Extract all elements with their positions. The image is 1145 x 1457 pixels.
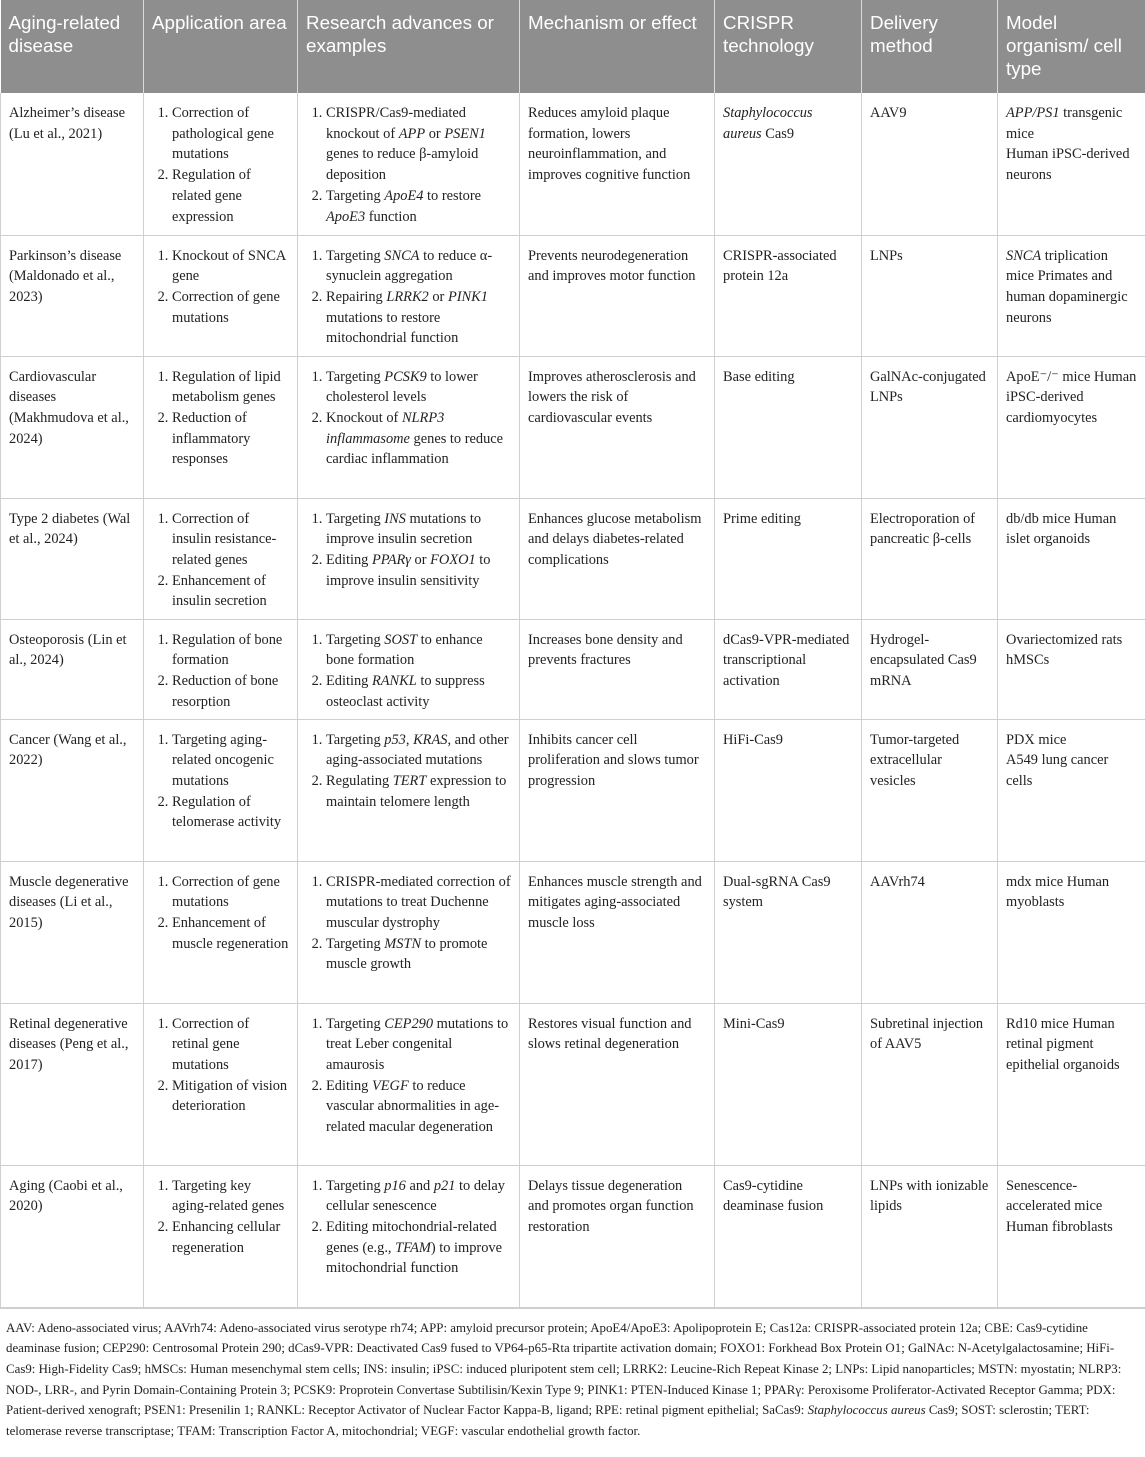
cell-delivery-method: Electroporation of pancreatic β-cells (862, 498, 998, 619)
cell-disease: Alzheimer’s disease (Lu et al., 2021) (1, 93, 144, 235)
model-line: Human iPSC-derived neurons (1006, 146, 1130, 184)
cell-delivery-method: GalNAc-conjugated LNPs (862, 356, 998, 498)
research-advance-item: 1. Targeting p16 and p21 to delay cellular senescence (326, 1176, 511, 1217)
header-mechanism: Mechanism or effect (520, 0, 715, 93)
application-area-item: 1. Regulation of lipid metabolism genes (172, 367, 289, 408)
application-area-item: 1. Correction of gene mutations (172, 872, 289, 913)
cell-application-area (144, 619, 298, 719)
cell-mechanism: Improves atherosclerosis and lowers the risk of cardiovascular events (520, 356, 715, 498)
cell-crispr-technology: Dual-sgRNA Cas9 system (715, 861, 862, 1003)
cell-crispr-technology: Prime editing (715, 498, 862, 619)
cell-mechanism: Enhances glucose metabolism and delays diabetes-related complications (520, 498, 715, 619)
research-advance-item: 1. CRISPR/Cas9-mediated knockout of APP or PSEN1 genes to reduce β-amyloid deposition (326, 103, 511, 186)
table-row (1, 719, 1145, 861)
application-area-item: 2. Enhancement of insulin secretion (172, 571, 289, 612)
header-model-organism: Model organism/ cell type (998, 0, 1145, 93)
application-area-item: 1. Knockout of SNCA gene (172, 246, 289, 287)
application-area-list (152, 367, 289, 471)
model-line: Senescence-accelerated mice Human fibroblasts (1006, 1177, 1113, 1235)
cell-model-organism (998, 498, 1145, 619)
model-line: A549 lung cancer cells (1006, 752, 1109, 789)
application-area-item: 2. Regulation of related gene expression (172, 165, 289, 227)
cell-model-organism (998, 1165, 1145, 1307)
application-area-item: 2. Enhancing cellular regeneration (172, 1217, 289, 1258)
cell-model-organism (998, 235, 1145, 356)
cell-delivery-method: AAVrh74 (862, 861, 998, 1003)
cell-application-area (144, 498, 298, 619)
table-row (1, 498, 1145, 619)
model-line: ApoE⁻/⁻ mice Human iPSC-derived cardiomyocytes (1006, 368, 1137, 426)
model-line: PDX mice (1006, 731, 1067, 748)
cell-disease: Muscle degenerative diseases (Li et al., 2015) (1, 861, 144, 1003)
cell-disease: Cardiovascular diseases (Makhmudova et al., 2024) (1, 356, 144, 498)
cell-model-organism (998, 93, 1145, 235)
research-advance-item: 1. Targeting p53, KRAS, and other aging-associated mutations (326, 730, 511, 771)
cell-delivery-method: Subretinal injection of AAV5 (862, 1003, 998, 1165)
research-advance-item: 1. Targeting CEP290 mutations to treat Leber congenital amaurosis (326, 1014, 511, 1076)
cell-disease: Type 2 diabetes (Wal et al., 2024) (1, 498, 144, 619)
research-advance-item: 1. CRISPR-mediated correction of mutations to treat Duchenne muscular dystrophy (326, 872, 511, 934)
application-area-list (152, 1176, 289, 1259)
research-advance-item: 2. Targeting ApoE4 to restore ApoE3 function (326, 186, 511, 227)
application-area-list (152, 630, 289, 713)
cell-disease: Cancer (Wang et al., 2022) (1, 719, 144, 861)
model-line: SNCA triplication mice Primates and human dopaminergic neurons (1006, 247, 1128, 326)
research-advance-item: 1. Targeting SOST to enhance bone formation (326, 630, 511, 671)
application-area-item: 1. Correction of retinal gene mutations (172, 1014, 289, 1076)
application-area-item: 1. Regulation of bone formation (172, 630, 289, 671)
header-delivery-method: Delivery method (862, 0, 998, 93)
research-advances-list (306, 103, 511, 227)
research-advance-item: 2. Editing PPARγ or FOXO1 to improve insulin sensitivity (326, 550, 511, 591)
cell-research-advances (298, 861, 520, 1003)
research-advance-item: 2. Targeting MSTN to promote muscle growth (326, 934, 511, 975)
cell-mechanism: Reduces amyloid plaque formation, lowers neuroinflammation, and improves cognitive function (520, 93, 715, 235)
cell-crispr-technology: Mini-Cas9 (715, 1003, 862, 1165)
cell-application-area (144, 1165, 298, 1307)
cell-crispr-technology: dCas9-VPR-mediated transcriptional activation (715, 619, 862, 719)
table-row (1, 356, 1145, 498)
application-area-list (152, 509, 289, 613)
table-footnote: AAV: Adeno-associated virus; AAVrh74: Adeno-associated virus serotype rh74; APP: amyloid precursor protein; ApoE4/ApoE3: Apolipoprotein E; Cas12a: CRISPR-associated protein 12a; CBE: Cas9-cytidine deaminase fusion; CEP290: Centrosomal Protein 290; dCas9-VPR: Deactivated Cas9 fused to VP64-p65-Rta tripartite activation domain; FOXO1: Forkhead Box Protein O1; GalNAc: N-Acetylgalactosamine; HiFi-Cas9: High-Fidelity Cas9; hMSCs: Human mesenchymal stem cells; INS: insulin; iPSC: induced pluripotent stem cell; LRRK2: Leucine-Rich Repeat Kinase 2; LNPs: Lipid nanoparticles; MSTN: myostatin; NLRP3: NOD-, LRR-, and Pyrin Domain-Containing Protein 3; PCSK9: Proprotein Convertase Subtilisin/Kexin Type 9; PINK1: PTEN-Induced Kinase 1; PPARγ: Peroxisome Proliferator-Activated Receptor Gamma; PDX: Patient-derived xenograft; PSEN1: Presenilin 1; RANKL: Receptor Activator of Nuclear Factor Kappa-B, ligand; RPE: retinal pigment epithelial; SaCas9: Staphylococcus aureus Cas9; SOST: sclerostin; TERT: telomerase reverse transcriptase; TFAM: Transcription Factor A, mitochondrial; VEGF: vascular endothelial growth factor. (0, 1308, 1145, 1442)
cell-model-organism (998, 1003, 1145, 1165)
application-area-item: 2. Mitigation of vision deterioration (172, 1076, 289, 1117)
cell-mechanism: Enhances muscle strength and mitigates aging-associated muscle loss (520, 861, 715, 1003)
cell-application-area (144, 235, 298, 356)
research-advance-item: 2. Knockout of NLRP3 inflammasome genes to reduce cardiac inflammation (326, 408, 511, 470)
cell-application-area (144, 356, 298, 498)
research-advance-item: 2. Editing mitochondrial-related genes (e.g., TFAM) to improve mitochondrial function (326, 1217, 511, 1279)
application-area-list (152, 872, 289, 955)
research-advance-item: 1. Targeting SNCA to reduce α-synuclein aggregation (326, 246, 511, 287)
research-advances-list (306, 1014, 511, 1138)
application-area-item: 2. Reduction of inflammatory responses (172, 408, 289, 470)
cell-research-advances (298, 719, 520, 861)
model-line: Rd10 mice Human retinal pigment epithelial organoids (1006, 1015, 1120, 1073)
cell-application-area (144, 861, 298, 1003)
cell-application-area (144, 93, 298, 235)
model-line: Ovariectomized rats hMSCs (1006, 631, 1123, 669)
header-application-area: Application area (144, 0, 298, 93)
cell-mechanism: Prevents neurodegeneration and improves motor function (520, 235, 715, 356)
research-advances-list (306, 367, 511, 471)
research-advances-list (306, 1176, 511, 1280)
research-advances-list (306, 509, 511, 592)
application-area-item: 2. Reduction of bone resorption (172, 671, 289, 712)
cell-research-advances (298, 1003, 520, 1165)
cell-model-organism (998, 861, 1145, 1003)
header-research-advances: Research advances or examples (298, 0, 520, 93)
research-advances-list (306, 730, 511, 813)
application-area-item: 2. Enhancement of muscle regeneration (172, 913, 289, 954)
application-area-item: 1. Targeting aging-related oncogenic mutations (172, 730, 289, 792)
research-advance-item: 1. Targeting PCSK9 to lower cholesterol levels (326, 367, 511, 408)
research-advances-list (306, 246, 511, 350)
cell-research-advances (298, 619, 520, 719)
application-area-list (152, 103, 289, 227)
table-row (1, 1003, 1145, 1165)
cell-research-advances (298, 1165, 520, 1307)
cell-crispr-technology: Cas9-cytidine deaminase fusion (715, 1165, 862, 1307)
table-row (1, 861, 1145, 1003)
research-advance-item: 1. Targeting INS mutations to improve insulin secretion (326, 509, 511, 550)
application-area-list (152, 1014, 289, 1118)
table-header (1, 0, 1145, 93)
cell-application-area (144, 719, 298, 861)
cell-crispr-technology: CRISPR-associated protein 12a (715, 235, 862, 356)
cell-model-organism (998, 619, 1145, 719)
cell-delivery-method: Hydrogel-encapsulated Cas9 mRNA (862, 619, 998, 719)
cell-model-organism (998, 356, 1145, 498)
table-row (1, 619, 1145, 719)
application-area-item: 2. Correction of gene mutations (172, 287, 289, 328)
cell-disease: Aging (Caobi et al., 2020) (1, 1165, 144, 1307)
application-area-list (152, 730, 289, 834)
cell-disease: Parkinson’s disease (Maldonado et al., 2023) (1, 235, 144, 356)
cell-crispr-technology: Staphylococcus aureus Cas9 (715, 93, 862, 235)
cell-disease: Retinal degenerative diseases (Peng et al., 2017) (1, 1003, 144, 1165)
cell-disease: Osteoporosis (Lin et al., 2024) (1, 619, 144, 719)
table-body (1, 93, 1145, 1307)
table-row (1, 93, 1145, 235)
model-line: db/db mice Human islet organoids (1006, 510, 1117, 548)
cell-crispr-technology: Base editing (715, 356, 862, 498)
research-advances-list (306, 630, 511, 713)
cell-delivery-method: LNPs (862, 235, 998, 356)
header-crispr-technology: CRISPR technology (715, 0, 862, 93)
application-area-item: 1. Targeting key aging-related genes (172, 1176, 289, 1217)
cell-mechanism: Delays tissue degeneration and promotes organ function restoration (520, 1165, 715, 1307)
model-line: mdx mice Human myoblasts (1006, 873, 1110, 911)
cell-mechanism: Restores visual function and slows retinal degeneration (520, 1003, 715, 1165)
cell-research-advances (298, 498, 520, 619)
cell-mechanism: Inhibits cancer cell proliferation and slows tumor progression (520, 719, 715, 861)
research-advance-item: 2. Repairing LRRK2 or PINK1 mutations to restore mitochondrial function (326, 287, 511, 349)
research-advance-item: 2. Editing VEGF to reduce vascular abnormalities in age-related macular degeneration (326, 1076, 511, 1138)
cell-research-advances (298, 356, 520, 498)
cell-delivery-method: AAV9 (862, 93, 998, 235)
cell-mechanism: Increases bone density and prevents fractures (520, 619, 715, 719)
cell-crispr-technology: HiFi-Cas9 (715, 719, 862, 861)
research-advance-item: 2. Editing RANKL to suppress osteoclast activity (326, 671, 511, 712)
cell-research-advances (298, 235, 520, 356)
research-advance-item: 2. Regulating TERT expression to maintain telomere length (326, 771, 511, 812)
application-area-item: 1. Correction of insulin resistance-related genes (172, 509, 289, 571)
cell-delivery-method: LNPs with ionizable lipids (862, 1165, 998, 1307)
header-disease: Aging-related disease (1, 0, 144, 93)
cell-model-organism (998, 719, 1145, 861)
cell-research-advances (298, 93, 520, 235)
cell-delivery-method: Tumor-targeted extracellular vesicles (862, 719, 998, 861)
table-row (1, 235, 1145, 356)
application-area-item: 1. Correction of pathological gene mutations (172, 103, 289, 165)
model-line: APP/PS1 transgenic mice (1006, 105, 1123, 142)
application-area-list (152, 246, 289, 329)
research-advances-list (306, 872, 511, 976)
table-row (1, 1165, 1145, 1307)
cell-application-area (144, 1003, 298, 1165)
application-area-item: 2. Regulation of telomerase activity (172, 792, 289, 833)
